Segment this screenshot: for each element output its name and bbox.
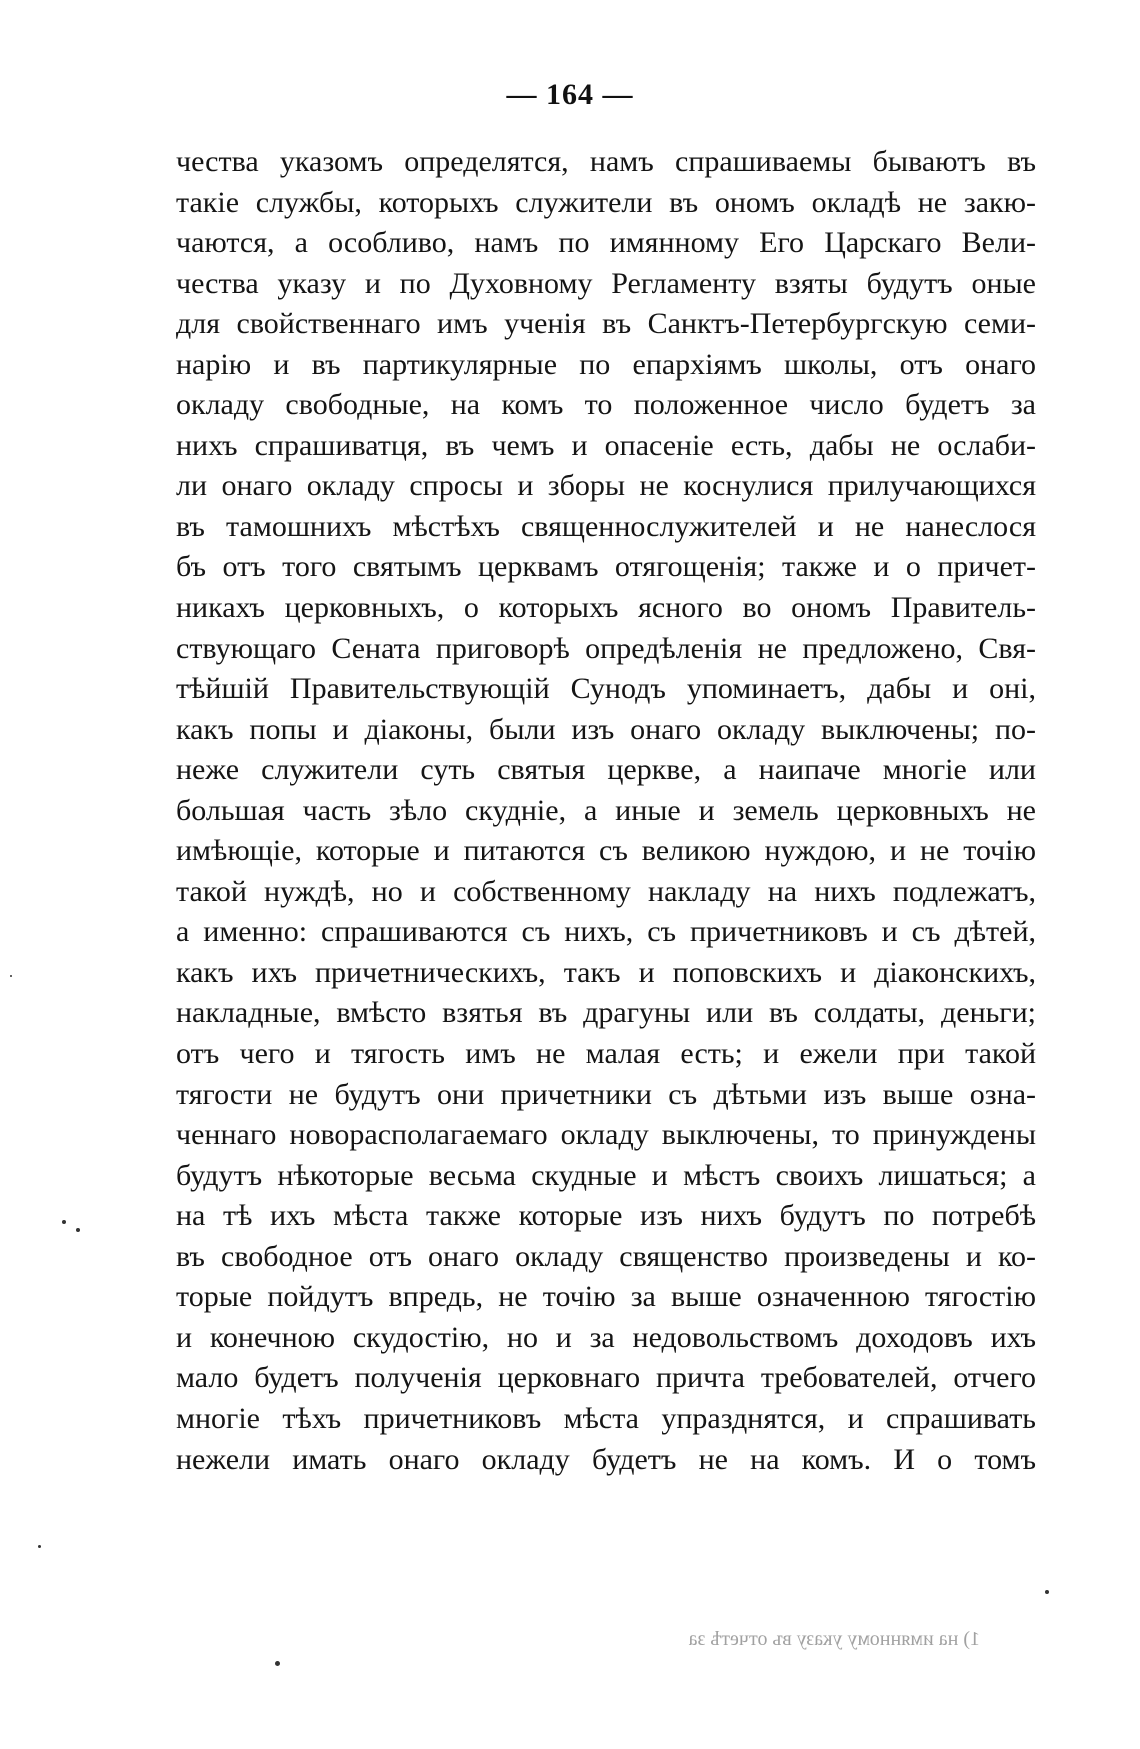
text-line: и конечною скудостію, но и за недовольствомъ доходовъ ихъ — [176, 1320, 1036, 1354]
ink-speck — [1045, 1590, 1049, 1594]
text-line: а именно: спрашиваются съ нихъ, съ причетниковъ и съ дѣтей, — [176, 915, 1036, 949]
text-line: имѣющіе, которые и питаются съ великою нуждою, и не точію — [176, 834, 1036, 868]
text-line: въ тамошнихъ мѣстѣхъ священнослужителей и не нанеслося — [176, 509, 1036, 543]
text-line: ченнаго новорасполагаемаго окладу выключены, то принуждены — [176, 1118, 1036, 1152]
text-line: многіе тѣхъ причетниковъ мѣста упразднятся, и спрашивать — [176, 1401, 1036, 1435]
text-line: мало будетъ полученія церковнаго причта требователей, отчего — [176, 1361, 1036, 1395]
text-line: ли онаго окладу спросы и зборы не коснулися прилучающихся — [176, 469, 1036, 503]
text-line: нихъ спрашиватця, въ чемъ и опасеніе есть, дабы не ослаби- — [176, 428, 1036, 462]
text-line: накладные, вмѣсто взятья въ драгуны или въ солдаты, деньги; — [176, 996, 1036, 1030]
text-line: тягости не будутъ они причетники съ дѣтьми изъ выше озна- — [176, 1077, 1036, 1111]
text-line: какъ попы и діаконы, были изъ онаго окладу выключены; по- — [176, 712, 1036, 746]
ink-speck — [38, 1545, 41, 1548]
text-line: отъ чего и тягость имъ не малая есть; и ежели при такой — [176, 1037, 1036, 1071]
ink-speck — [10, 975, 12, 977]
ink-speck — [76, 1228, 80, 1232]
text-line: нежели имать онаго окладу будетъ не на комъ. И о томъ — [176, 1442, 1036, 1476]
text-line: неже служители суть святыя церкве, а наипаче многіе или — [176, 753, 1036, 787]
text-line: никахъ церковныхъ, о которыхъ ясного во ономъ Правитель- — [176, 591, 1036, 625]
text-line: въ свободное отъ онаго окладу священство произведены и ко- — [176, 1239, 1036, 1273]
text-line: будутъ нѣкоторые весьма скудные и мѣстъ своихъ лишаться; а — [176, 1158, 1036, 1192]
text-line: торые пойдутъ впредь, не точію за выше означенною тягостію — [176, 1280, 1036, 1314]
ink-speck — [62, 1220, 66, 1224]
text-line: чества указу и по Духовному Регламенту взяты будутъ оные — [176, 266, 1036, 300]
text-line: такіе службы, которыхъ служители въ ономъ окладѣ не закю- — [176, 185, 1036, 219]
text-line: чаются, а особливо, намъ по имянному Его Царскаго Вели- — [176, 226, 1036, 260]
text-line: чества указомъ определятся, намъ спрашиваемы бываютъ въ — [176, 145, 1036, 178]
text-line: окладу свободные, на комъ то положенное число будетъ за — [176, 388, 1036, 422]
ink-speck — [275, 1661, 280, 1666]
text-line: такой нуждѣ, но и собственному накладу на нихъ подлежатъ, — [176, 874, 1036, 908]
text-line: какъ ихъ причетническихъ, такъ и поповскихъ и діаконскихъ, — [176, 955, 1036, 989]
text-line: бъ отъ того святымъ церквамъ отягощенія; также и о причет- — [176, 550, 1036, 584]
text-line: большая часть зѣло скудніе, а иные и земель церковныхъ не — [176, 793, 1036, 827]
text-line: на тѣ ихъ мѣста также которые изъ нихъ будутъ по потребѣ — [176, 1199, 1036, 1233]
text-line: тѣйшій Правительствующій Сунодъ упоминаетъ, дабы и оні, — [176, 672, 1036, 706]
page-number: — 164 — — [506, 78, 634, 111]
text-line: ствующаго Сената приговорѣ опредѣленія не предложено, Свя- — [176, 631, 1036, 665]
body-text — [176, 142, 1036, 1480]
text-line: нарію и въ партикулярные по епархіямъ школы, отъ онаго — [176, 347, 1036, 381]
text-line: для свойственнаго имъ ученія въ Санктъ-Петербургскую семи- — [176, 307, 1036, 341]
bleed-through-footnote: 1) на имянному указу въ отчетѣ за — [688, 1628, 980, 1650]
